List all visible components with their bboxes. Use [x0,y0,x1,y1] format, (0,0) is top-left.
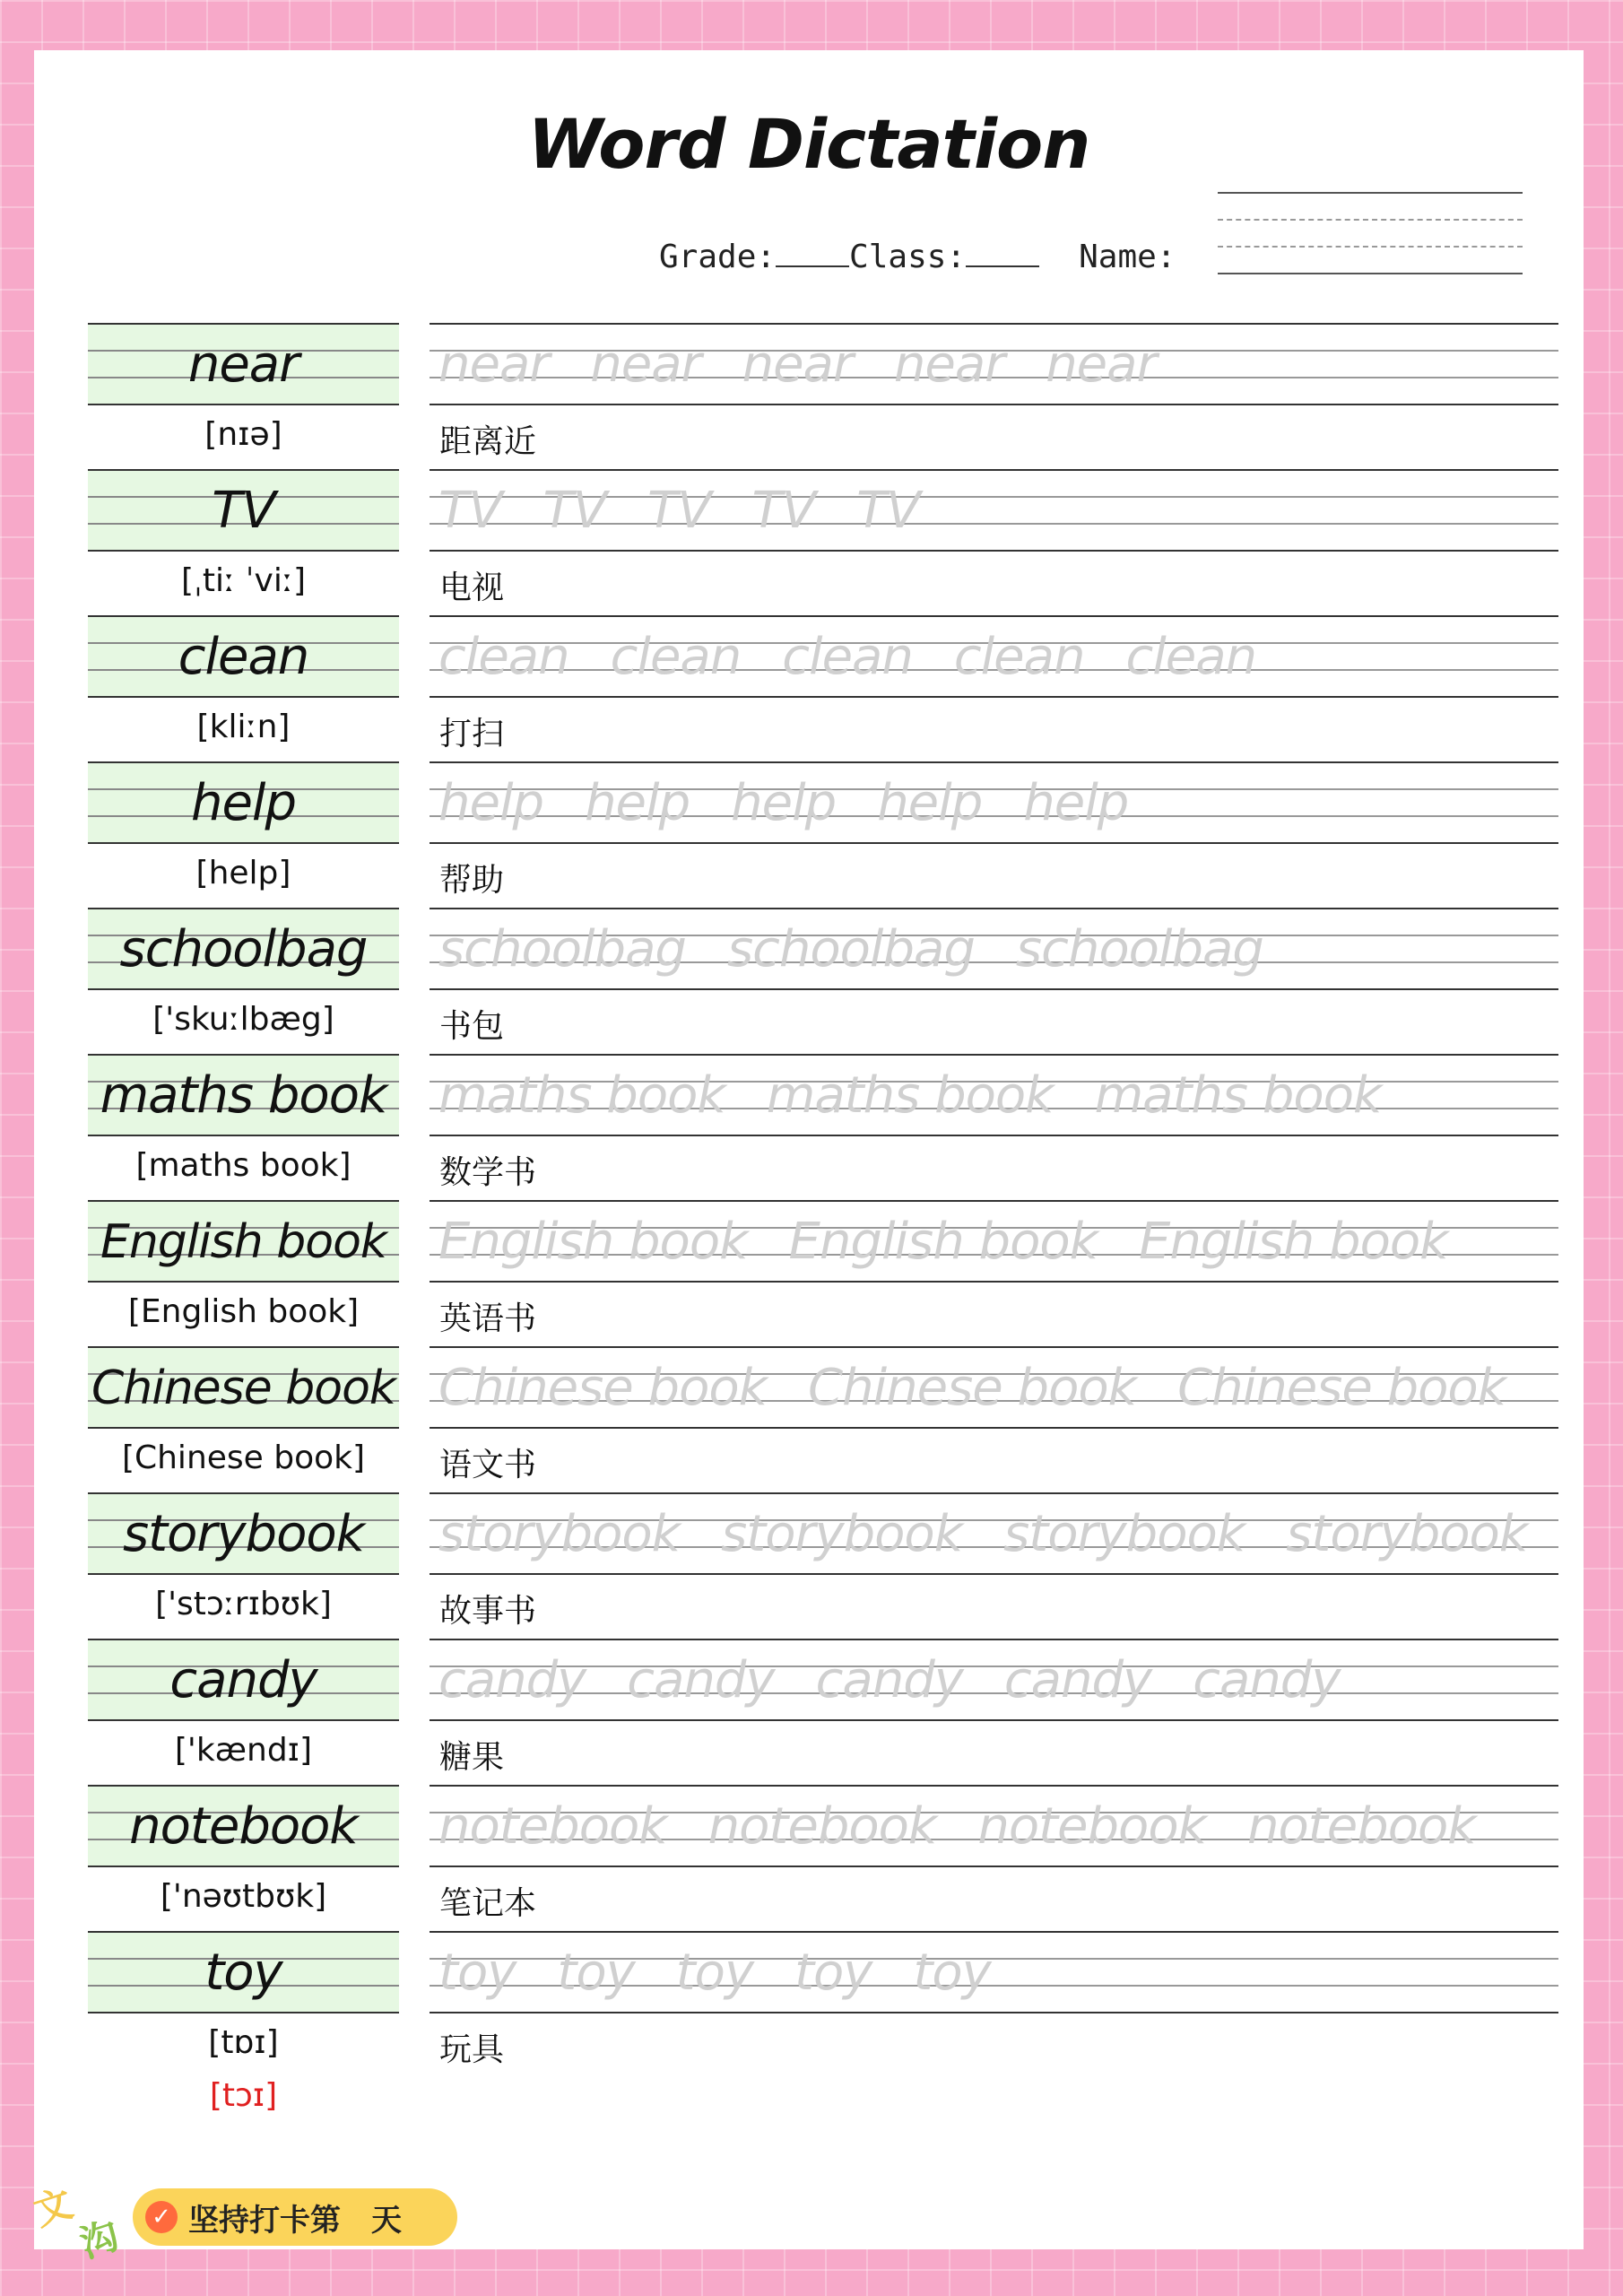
trace-word: notebook [1247,1797,1476,1856]
trace-word: candy [627,1651,775,1709]
trace-word: near [438,335,550,394]
trace-word: clean [438,628,569,686]
tracing-lines[interactable] [430,1054,1558,1136]
word-box [88,323,399,405]
trace-word: toy [438,1944,516,2002]
word-box [88,1346,399,1429]
word-box [88,908,399,990]
trace-word: near [1046,335,1157,394]
trace-word: TV [542,482,607,540]
trace-word: candy [1193,1651,1341,1709]
trace-word: near [893,335,1005,394]
pronunciation: ['nəʊtbʊk] [160,1878,327,1915]
pronunciation: [help] [195,855,291,891]
pronunciation: ['kændɪ] [174,1732,313,1769]
trace-word: near [590,335,701,394]
trace-word: clean [1125,628,1257,686]
check-in-badge [133,2188,457,2246]
trace-words [438,1061,1558,1131]
trace-word: notebook [438,1797,667,1856]
chinese-meaning: 帮助 [439,862,505,899]
word-text: help [190,774,297,832]
grade-label: Grade: [659,239,777,275]
trace-word: English book [438,1213,748,1271]
word-text: English book [100,1215,387,1269]
trace-word: schoolbag [726,920,975,978]
corrected-pronunciation: [tɔɪ] [209,2077,278,2114]
word-box [88,1639,399,1721]
chinese-meaning: 电视 [439,570,505,606]
chinese-meaning: 糖果 [439,1739,505,1776]
tracing-lines[interactable] [430,323,1558,405]
tracing-lines[interactable] [430,615,1558,698]
chinese-meaning: 书包 [439,1008,505,1045]
trace-word: help [585,774,690,832]
trace-words [438,1938,1558,2008]
trace-word: toy [675,1944,754,2002]
trace-word: clean [610,628,742,686]
trace-word: notebook [707,1797,937,1856]
word-box [88,761,399,844]
trace-words [438,1646,1558,1716]
name-writing-lines[interactable] [1218,192,1523,326]
pronunciation: ['skuːlbæg] [152,1001,334,1038]
check-in-text: 坚持打卡第 天 [188,2202,402,2239]
trace-word: toy [913,1944,991,2002]
trace-word: TV [647,482,711,540]
trace-word: schoolbag [1015,920,1263,978]
name-label: Name: [1079,239,1176,275]
trace-words [438,915,1558,985]
trace-word: storybook [438,1505,681,1563]
word-box [88,1200,399,1283]
trace-word: English book [1139,1213,1448,1271]
trace-word: TV [438,482,502,540]
class-label: Class: [849,239,967,275]
page-title: Word Dictation [527,104,1090,184]
trace-word: near [742,335,853,394]
pronunciation: [English book] [127,1293,360,1330]
word-box [88,1054,399,1136]
word-text: TV [212,482,275,540]
word-text: toy [204,1944,282,2002]
chinese-meaning: 玩具 [439,2031,505,2068]
student-info [659,239,1176,275]
trace-words [438,1792,1558,1862]
word-text: schoolbag [119,920,368,978]
chinese-meaning: 打扫 [439,716,505,752]
trace-word: schoolbag [438,920,686,978]
chinese-meaning: 语文书 [439,1447,537,1483]
trace-word: candy [815,1651,963,1709]
pronunciation: [nɪə] [204,416,282,453]
trace-word: help [877,774,983,832]
word-box [88,1785,399,1867]
trace-word: notebook [977,1797,1207,1856]
trace-word: help [1023,774,1129,832]
pronunciation: [ˌtiː ˈviː] [180,562,306,599]
word-box [88,615,399,698]
pronunciation: [kliːn] [196,709,291,745]
word-text: storybook [122,1505,365,1563]
pronunciation: ['stɔːrɪbʊk] [155,1586,332,1622]
checkmark-icon: ✓ [145,2201,178,2233]
trace-word: Chinese book [1177,1359,1506,1417]
chinese-meaning: 距离近 [439,423,537,460]
word-text: notebook [129,1797,358,1856]
trace-word: maths book [438,1066,725,1125]
tracing-lines[interactable] [430,908,1558,990]
trace-word: help [731,774,837,832]
pronunciation: [Chinese book] [121,1439,366,1476]
chinese-meaning: 数学书 [439,1154,537,1191]
brand-logo: 文 沟 [28,2180,125,2266]
trace-word: Chinese book [438,1359,768,1417]
trace-word: storybook [721,1505,963,1563]
trace-word: maths book [1094,1066,1382,1125]
tracing-lines[interactable] [430,761,1558,844]
grade-blank[interactable] [776,239,849,267]
word-box [88,1492,399,1575]
tracing-lines[interactable] [430,1346,1558,1429]
trace-words [438,330,1558,400]
word-text: candy [169,1651,317,1709]
trace-word: clean [953,628,1085,686]
trace-word: storybook [1286,1505,1528,1563]
trace-word: maths book [766,1066,1054,1125]
trace-words [438,622,1558,692]
word-box [88,1931,399,2013]
class-blank[interactable] [966,239,1039,267]
trace-words [438,1500,1558,1570]
trace-word: toy [794,1944,872,2002]
word-box [88,469,399,552]
trace-words [438,1207,1558,1277]
trace-word: candy [1003,1651,1152,1709]
trace-word: toy [557,1944,635,2002]
tracing-lines[interactable] [430,1785,1558,1867]
trace-word: candy [438,1651,586,1709]
trace-word: help [438,774,544,832]
worksheet-paper [34,50,1584,2249]
tracing-lines[interactable] [430,1492,1558,1575]
trace-words [438,476,1558,546]
trace-word: English book [788,1213,1098,1271]
trace-word: clean [782,628,913,686]
word-text: clean [178,628,309,686]
chinese-meaning: 笔记本 [439,1885,537,1922]
pronunciation: [maths book] [135,1147,352,1184]
word-text: maths book [100,1066,387,1125]
tracing-lines[interactable] [430,469,1558,552]
trace-word: TV [751,482,816,540]
trace-word: storybook [1003,1505,1245,1563]
word-text: Chinese book [91,1361,396,1415]
trace-words [438,1353,1558,1423]
chinese-meaning: 英语书 [439,1300,537,1337]
tracing-lines[interactable] [430,1931,1558,2013]
tracing-lines[interactable] [430,1200,1558,1283]
chinese-meaning: 故事书 [439,1593,537,1630]
trace-word: TV [856,482,920,540]
word-text: near [187,335,299,394]
pronunciation: [tɒɪ] [208,2024,279,2061]
trace-word: Chinese book [808,1359,1137,1417]
tracing-lines[interactable] [430,1639,1558,1721]
trace-words [438,769,1558,839]
